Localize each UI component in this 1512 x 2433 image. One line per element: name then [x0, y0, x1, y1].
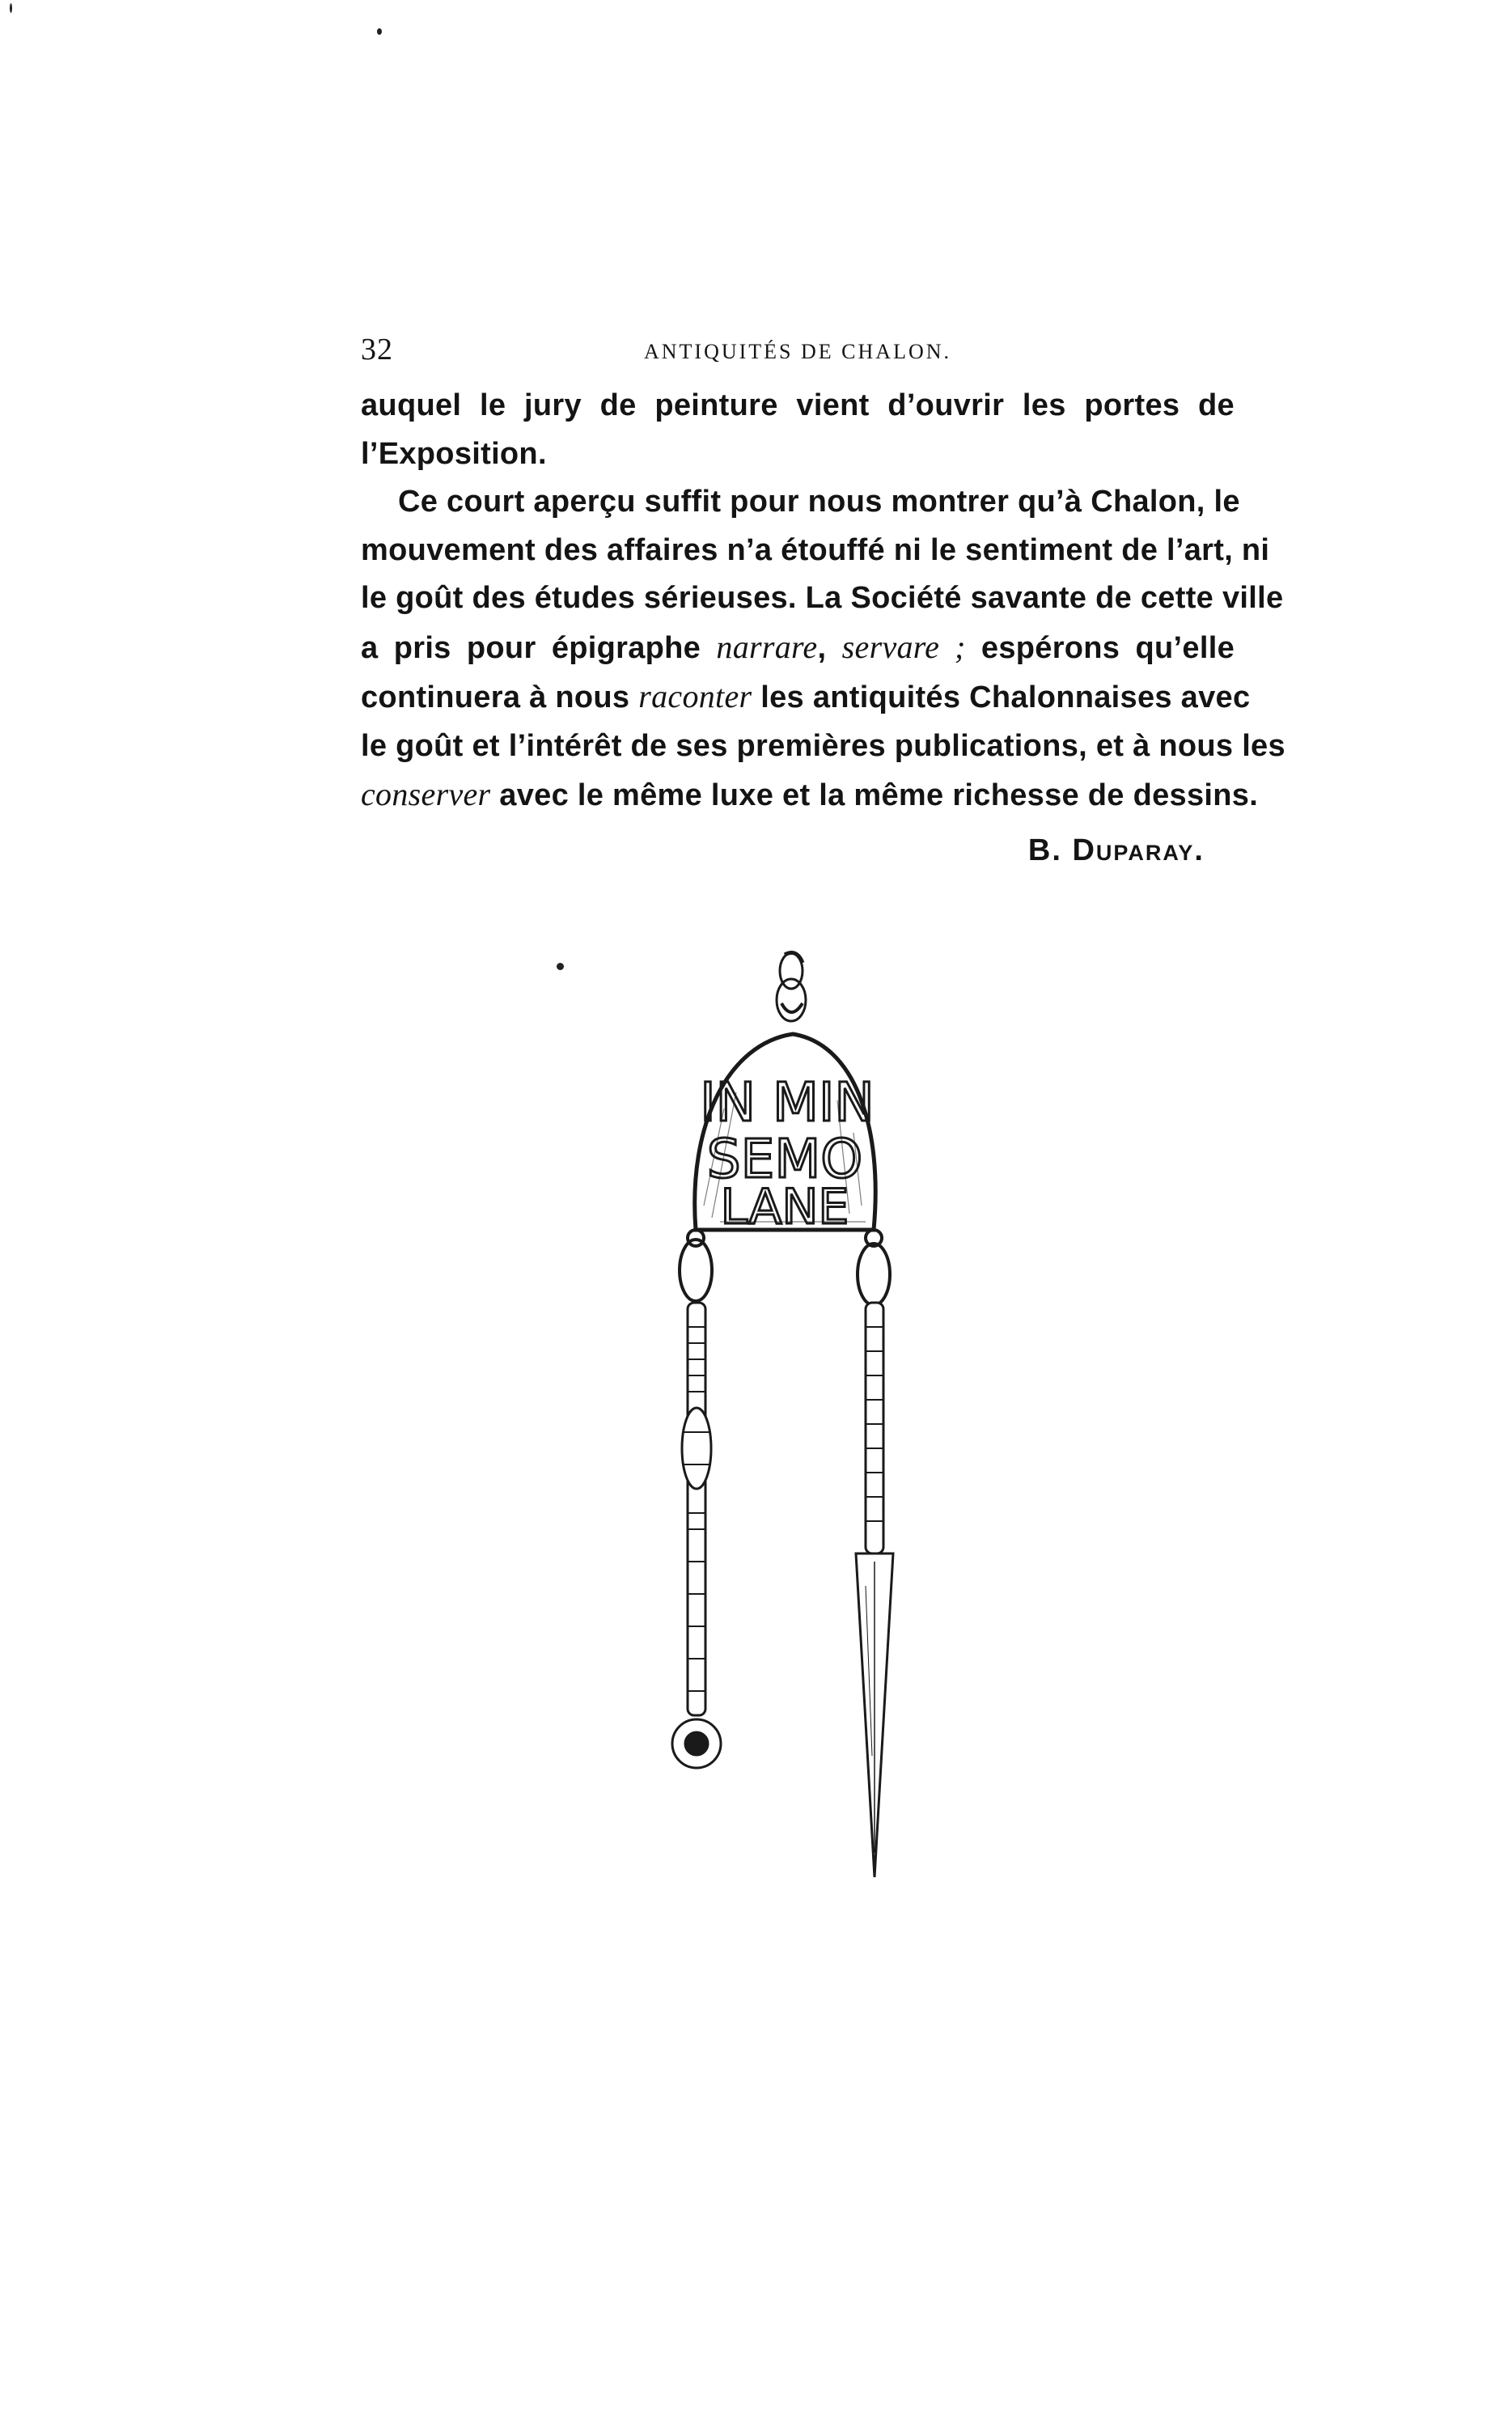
- author-signature: B. Duparay.: [1027, 833, 1205, 867]
- text-line: a pris pour épigraphe narrare, servare ; espérons qu’elle: [361, 628, 1235, 665]
- italic-word: servare ;: [841, 628, 966, 665]
- running-title: ANTIQUITÉS DE CHALON.: [643, 340, 951, 363]
- text-line: mouvement des affaires n’a étouffé ni le sentiment de l’art, ni: [361, 532, 1270, 567]
- engraving-illustration: [631, 947, 938, 1901]
- text-line: auquel le jury de peinture vient d’ouvrir les portes de: [361, 388, 1235, 422]
- body-paragraphs: [361, 382, 1285, 820]
- text-line: conserver avec le même luxe et la même richesse de dessins.: [361, 776, 1259, 812]
- inscription-line-2: SEMO: [706, 1128, 863, 1190]
- inscription-line-3: LANE: [720, 1179, 849, 1236]
- roman-toilet-set-engraving: [631, 947, 938, 1901]
- text-line: l’Exposition.: [361, 436, 547, 471]
- text-line: continuera à nous raconter les antiquités Chalonnaises avec: [361, 678, 1251, 714]
- italic-word: conserver: [361, 776, 491, 812]
- page-number: 32: [361, 333, 393, 367]
- italic-word: narrare: [716, 628, 818, 665]
- ear-scoop: [672, 1303, 721, 1768]
- italic-word: raconter: [638, 678, 752, 714]
- inscription-line-1: IN MIN: [700, 1071, 875, 1134]
- running-head: [361, 332, 1235, 372]
- text-line: le goût et l’intérêt de ses premières publications, et à nous les: [361, 728, 1285, 763]
- text-line: Ce court aperçu suffit pour nous montrer qu’à Chalon, le: [398, 485, 1240, 519]
- text-line: le goût des études sérieuses. La Société savante de cette ville: [361, 581, 1284, 615]
